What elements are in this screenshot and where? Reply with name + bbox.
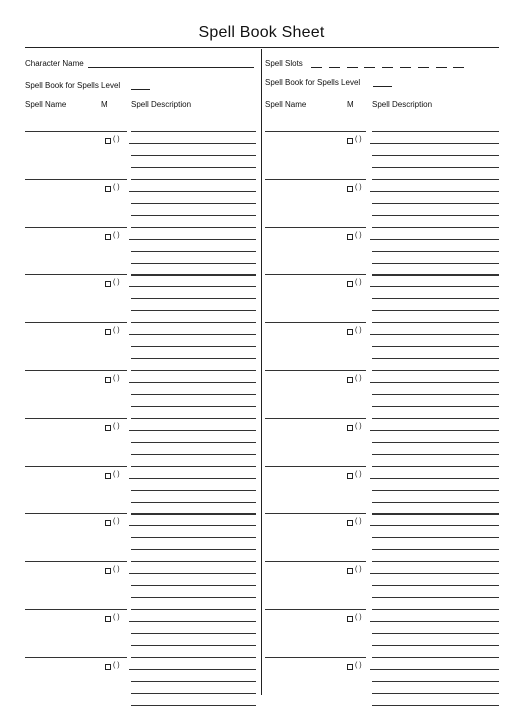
right-description-line[interactable] (370, 382, 499, 383)
left-description-line[interactable] (129, 430, 256, 431)
right-memorized-count[interactable]: ( ) (355, 231, 362, 239)
right-description-line[interactable] (372, 215, 499, 216)
left-description-line[interactable] (131, 490, 256, 491)
left-description-line[interactable] (131, 633, 256, 634)
right-description-line[interactable] (372, 167, 499, 168)
left-memorized-checkbox[interactable] (105, 568, 111, 574)
right-memorized-header: M (347, 100, 354, 109)
right-description-line[interactable] (370, 430, 499, 431)
right-description-line[interactable] (372, 322, 499, 323)
right-description-line[interactable] (372, 502, 499, 503)
left-memorized-count[interactable]: ( ) (113, 327, 120, 335)
left-description-line[interactable] (131, 394, 256, 395)
right-description-line[interactable] (370, 191, 499, 192)
left-description-line[interactable] (131, 454, 256, 455)
left-memorized-count[interactable]: ( ) (113, 279, 120, 287)
left-memorized-checkbox[interactable] (105, 186, 111, 192)
right-description-line[interactable] (372, 513, 499, 514)
left-description-header: Spell Description (131, 100, 192, 109)
right-spell-name-line[interactable] (265, 466, 366, 467)
left-memorized-count[interactable]: ( ) (113, 470, 120, 478)
right-description-line[interactable] (370, 239, 499, 240)
right-description-line[interactable] (372, 645, 499, 646)
left-memorized-count[interactable]: ( ) (113, 661, 120, 669)
left-description-line[interactable] (131, 179, 256, 180)
right-description-line[interactable] (372, 370, 499, 371)
left-memorized-checkbox[interactable] (105, 329, 111, 335)
title-rule (25, 47, 499, 48)
right-description-line[interactable] (372, 705, 499, 706)
left-description-line[interactable] (131, 609, 256, 610)
left-description-line[interactable] (131, 263, 256, 264)
left-description-line[interactable] (129, 191, 256, 192)
left-spell-level-field[interactable] (131, 89, 150, 90)
left-memorized-count[interactable]: ( ) (113, 183, 120, 191)
spell-slot-blank[interactable] (418, 67, 429, 68)
right-spell-name-line[interactable] (265, 322, 366, 323)
right-description-line[interactable] (370, 334, 499, 335)
left-memorized-checkbox[interactable] (105, 425, 111, 431)
spell-slot-blank[interactable] (436, 67, 447, 68)
left-memorized-checkbox[interactable] (105, 234, 111, 240)
left-description-line[interactable] (131, 322, 256, 323)
spell-slot-blank[interactable] (400, 67, 411, 68)
right-description-line[interactable] (372, 227, 499, 228)
left-memorized-header: M (101, 100, 108, 109)
right-memorized-count[interactable]: ( ) (355, 518, 362, 526)
right-description-line[interactable] (372, 406, 499, 407)
right-description-line[interactable] (370, 669, 499, 670)
right-spell-name-line[interactable] (265, 131, 366, 132)
left-description-line[interactable] (131, 645, 256, 646)
left-description-line[interactable] (131, 705, 256, 706)
right-spell-name-line[interactable] (265, 513, 366, 514)
left-description-line[interactable] (131, 585, 256, 586)
character-name-label: Character Name (25, 59, 84, 68)
right-spell-name-header: Spell Name (265, 100, 307, 109)
left-description-line[interactable] (131, 442, 256, 443)
left-spell-name-line[interactable] (25, 274, 127, 275)
left-description-line[interactable] (131, 251, 256, 252)
left-memorized-count[interactable]: ( ) (113, 566, 120, 574)
right-description-line[interactable] (372, 597, 499, 598)
right-memorized-checkbox[interactable] (347, 281, 353, 287)
right-description-line[interactable] (372, 203, 499, 204)
right-description-line[interactable] (372, 549, 499, 550)
left-spell-name-line[interactable] (25, 179, 127, 180)
left-description-line[interactable] (131, 693, 256, 694)
left-description-line[interactable] (129, 478, 256, 479)
left-description-line[interactable] (131, 513, 256, 514)
left-spell-name-line[interactable] (25, 609, 127, 610)
left-description-line[interactable] (129, 286, 256, 287)
left-memorized-checkbox[interactable] (105, 520, 111, 526)
right-description-line[interactable] (370, 525, 499, 526)
right-memorized-checkbox[interactable] (347, 520, 353, 526)
right-memorized-count[interactable]: ( ) (355, 136, 362, 143)
right-memorized-checkbox[interactable] (347, 186, 353, 192)
right-spell-name-line[interactable] (265, 609, 366, 610)
left-spell-book-level-label: Spell Book for Spells Level (25, 81, 121, 90)
right-description-line[interactable] (372, 310, 499, 311)
left-memorized-checkbox[interactable] (105, 473, 111, 479)
right-description-line[interactable] (372, 346, 499, 347)
left-description-line[interactable] (129, 573, 256, 574)
right-spell-name-line[interactable] (265, 274, 366, 275)
left-spell-name-line[interactable] (25, 227, 127, 228)
left-description-line[interactable] (131, 346, 256, 347)
right-description-line[interactable] (372, 155, 499, 156)
right-memorized-count[interactable]: ( ) (355, 327, 362, 335)
left-memorized-count[interactable]: ( ) (113, 231, 120, 239)
left-spell-name-line[interactable] (25, 561, 127, 562)
right-description-line[interactable] (370, 478, 499, 479)
right-spell-name-line[interactable] (265, 179, 366, 180)
right-description-line[interactable] (372, 263, 499, 264)
left-description-line[interactable] (131, 131, 256, 132)
right-description-line[interactable] (372, 274, 499, 275)
left-memorized-checkbox[interactable] (105, 616, 111, 622)
right-description-line[interactable] (370, 573, 499, 574)
right-spell-name-line[interactable] (265, 418, 366, 419)
spell-slot-blank[interactable] (382, 67, 393, 68)
left-description-line[interactable] (131, 155, 256, 156)
right-spell-book-level-label: Spell Book for Spells Level (265, 78, 361, 87)
left-description-line[interactable] (131, 227, 256, 228)
right-description-line[interactable] (372, 454, 499, 455)
right-description-line[interactable] (372, 633, 499, 634)
left-description-line[interactable] (131, 310, 256, 311)
right-description-line[interactable] (372, 681, 499, 682)
left-spell-name-line[interactable] (25, 370, 127, 371)
right-description-line[interactable] (372, 418, 499, 419)
right-description-line[interactable] (372, 609, 499, 610)
right-description-line[interactable] (372, 657, 499, 658)
left-description-line[interactable] (131, 274, 256, 275)
right-memorized-count[interactable]: ( ) (355, 183, 362, 191)
right-description-line[interactable] (372, 442, 499, 443)
right-description-line[interactable] (372, 394, 499, 395)
left-memorized-count[interactable]: ( ) (113, 422, 120, 430)
column-divider (261, 49, 262, 695)
right-description-line[interactable] (372, 466, 499, 467)
left-memorized-count[interactable]: ( ) (113, 375, 120, 382)
right-memorized-count[interactable]: ( ) (355, 566, 362, 574)
left-description-line[interactable] (131, 561, 256, 562)
spell-slots-label: Spell Slots (265, 59, 303, 68)
right-description-line[interactable] (372, 537, 499, 538)
left-description-line[interactable] (131, 203, 256, 204)
right-description-line[interactable] (370, 286, 499, 287)
left-description-line[interactable] (131, 298, 256, 299)
right-memorized-checkbox[interactable] (347, 473, 353, 479)
left-description-line[interactable] (131, 466, 256, 467)
left-description-line[interactable] (131, 370, 256, 371)
right-spell-name-line[interactable] (265, 657, 366, 658)
right-memorized-count[interactable]: ( ) (355, 470, 362, 478)
left-spell-name-line[interactable] (25, 513, 127, 514)
right-description-line[interactable] (372, 693, 499, 694)
spell-slot-blank[interactable] (453, 67, 464, 68)
left-spell-name-line[interactable] (25, 131, 127, 132)
spell-slot-blank[interactable] (364, 67, 375, 68)
right-memorized-count[interactable]: ( ) (355, 375, 362, 382)
right-memorized-checkbox[interactable] (347, 425, 353, 431)
right-memorized-count[interactable]: ( ) (355, 279, 362, 287)
left-spell-name-line[interactable] (25, 466, 127, 467)
left-description-line[interactable] (129, 382, 256, 383)
right-memorized-checkbox[interactable] (347, 664, 353, 670)
sheet-title: Spell Book Sheet (198, 24, 325, 41)
right-description-line[interactable] (372, 179, 499, 180)
right-description-line[interactable] (372, 131, 499, 132)
spell-slot-blank[interactable] (347, 67, 358, 68)
right-description-line[interactable] (370, 143, 499, 144)
left-description-line[interactable] (131, 406, 256, 407)
left-description-line[interactable] (131, 167, 256, 168)
left-memorized-count[interactable]: ( ) (113, 518, 120, 526)
right-spell-name-line[interactable] (265, 561, 366, 562)
left-spell-name-line[interactable] (25, 657, 127, 658)
right-memorized-checkbox[interactable] (347, 568, 353, 574)
left-description-line[interactable] (131, 549, 256, 550)
right-memorized-checkbox[interactable] (347, 329, 353, 335)
right-description-line[interactable] (370, 621, 499, 622)
right-description-line[interactable] (372, 298, 499, 299)
right-spell-level-field[interactable] (373, 86, 392, 87)
left-description-line[interactable] (129, 239, 256, 240)
left-memorized-checkbox[interactable] (105, 138, 111, 144)
left-spell-name-header: Spell Name (25, 100, 67, 109)
left-description-line[interactable] (131, 597, 256, 598)
left-description-line[interactable] (129, 621, 256, 622)
right-description-line[interactable] (372, 358, 499, 359)
left-memorized-checkbox[interactable] (105, 664, 111, 670)
right-spell-name-line[interactable] (265, 227, 366, 228)
right-memorized-checkbox[interactable] (347, 377, 353, 383)
left-description-line[interactable] (129, 669, 256, 670)
right-description-line[interactable] (372, 490, 499, 491)
left-description-line[interactable] (129, 525, 256, 526)
left-memorized-checkbox[interactable] (105, 281, 111, 287)
right-memorized-checkbox[interactable] (347, 234, 353, 240)
spell-slot-blank[interactable] (311, 67, 322, 68)
left-description-line[interactable] (129, 143, 256, 144)
right-memorized-checkbox[interactable] (347, 616, 353, 622)
right-memorized-count[interactable]: ( ) (355, 422, 362, 430)
right-description-line[interactable] (372, 585, 499, 586)
spell-slot-blank[interactable] (329, 67, 340, 68)
left-spell-name-line[interactable] (25, 418, 127, 419)
left-spell-name-line[interactable] (25, 322, 127, 323)
right-memorized-count[interactable]: ( ) (355, 661, 362, 669)
character-name-field[interactable] (88, 67, 254, 68)
right-description-line[interactable] (372, 251, 499, 252)
left-description-line[interactable] (131, 537, 256, 538)
right-memorized-checkbox[interactable] (347, 138, 353, 144)
left-memorized-count[interactable]: ( ) (113, 614, 120, 621)
right-spell-name-line[interactable] (265, 370, 366, 371)
left-description-line[interactable] (129, 334, 256, 335)
left-description-line[interactable] (131, 657, 256, 658)
left-description-line[interactable] (131, 418, 256, 419)
left-description-line[interactable] (131, 358, 256, 359)
left-memorized-count[interactable]: ( ) (113, 136, 120, 143)
left-description-line[interactable] (131, 681, 256, 682)
left-description-line[interactable] (131, 215, 256, 216)
left-description-line[interactable] (131, 502, 256, 503)
right-description-line[interactable] (372, 561, 499, 562)
left-memorized-checkbox[interactable] (105, 377, 111, 383)
right-memorized-count[interactable]: ( ) (355, 614, 362, 621)
right-description-header: Spell Description (372, 100, 433, 109)
